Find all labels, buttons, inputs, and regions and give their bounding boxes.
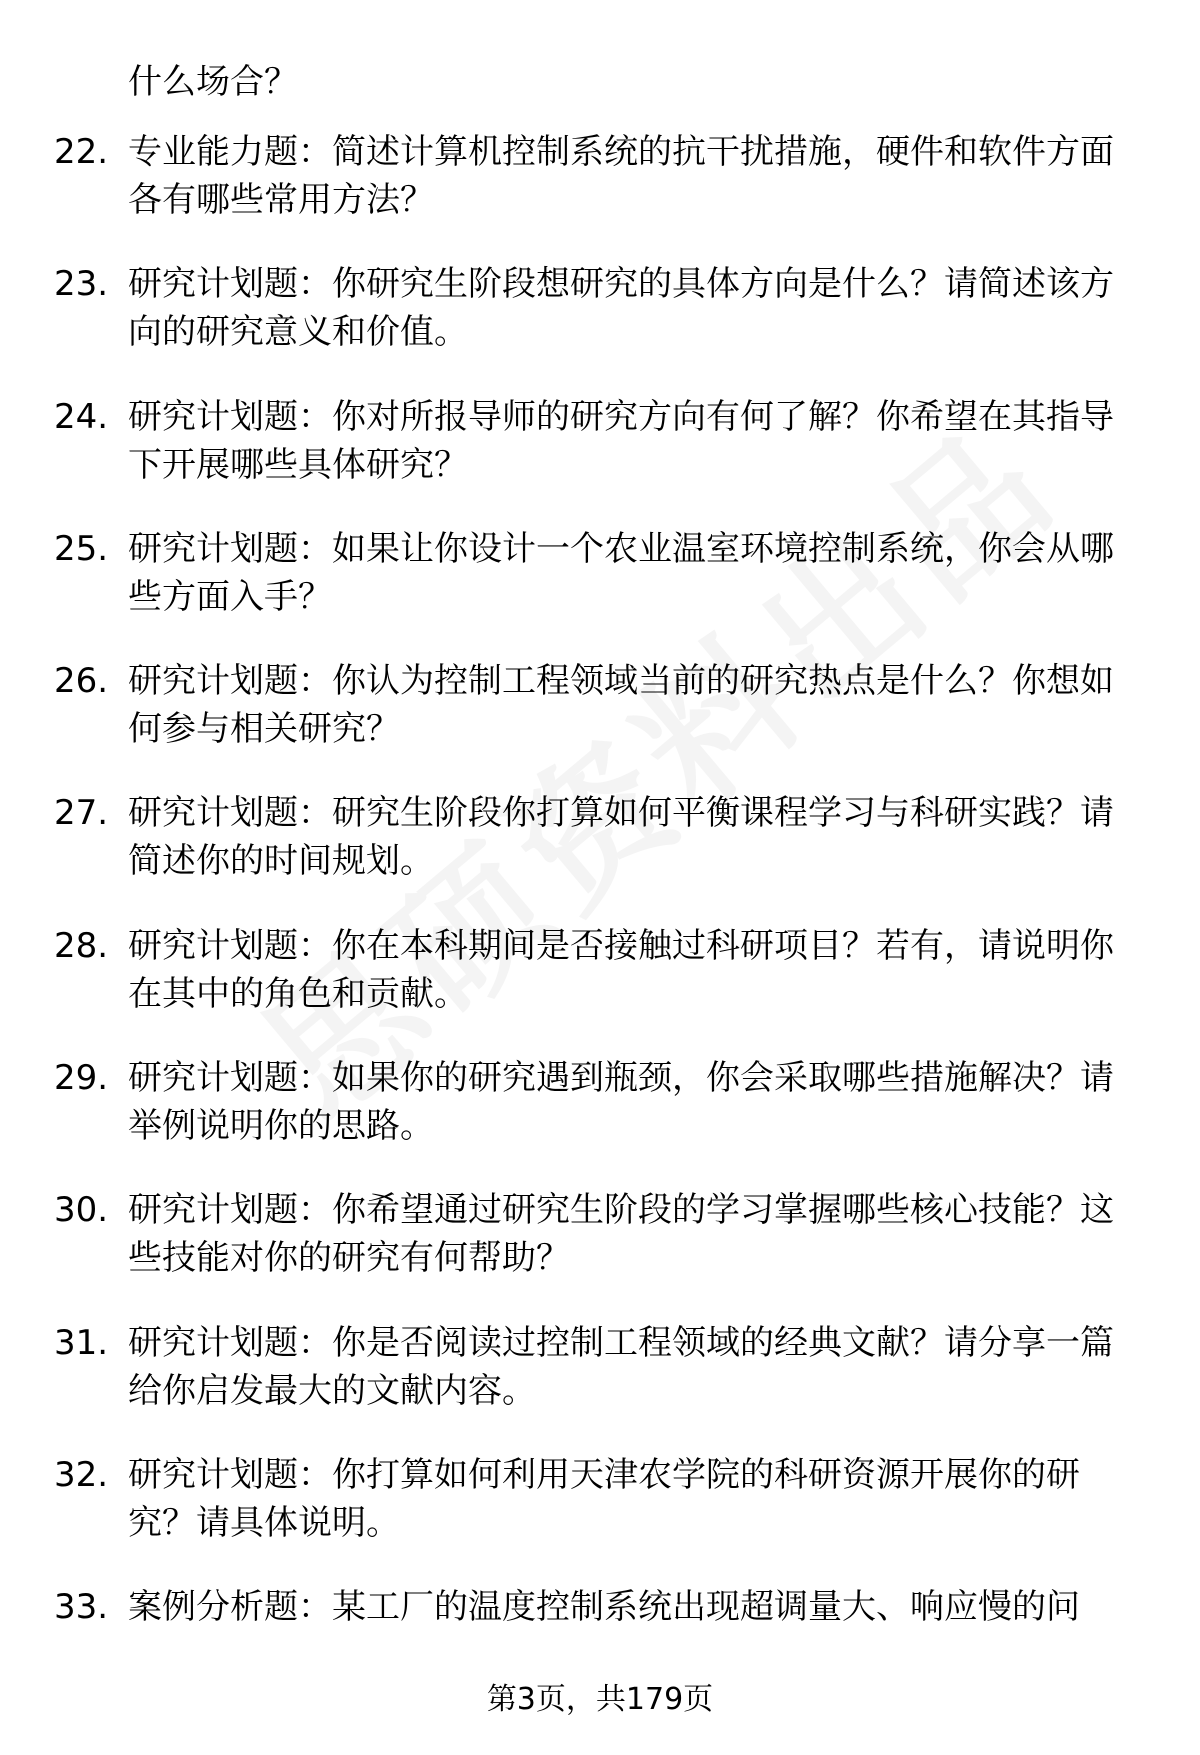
question-text: 研究计划题：你在本科期间是否接触过科研项目？若有，请说明你在其中的角色和贡献。: [128, 925, 1114, 1014]
question-item: [0, 789, 1200, 885]
question-number: 28.: [54, 925, 109, 966]
question-text: 专业能力题：简述计算机控制系统的抗干扰措施，硬件和软件方面各有哪些常用方法？: [128, 132, 1114, 220]
question-item: [0, 393, 1200, 489]
question-text: 研究计划题：你对所报导师的研究方向有何了解？你希望在其指导下开展哪些具体研究？: [128, 396, 1114, 485]
question-number: 31.: [54, 1322, 109, 1363]
question-number: 23.: [54, 264, 109, 305]
question-item: [0, 657, 1200, 753]
question-text: 研究计划题：你是否阅读过控制工程领域的经典文献？请分享一篇给你启发最大的文献内容。: [128, 1322, 1114, 1411]
question-text: 案例分析题：某工厂的温度控制系统出现超调量大、响应慢的问: [128, 1587, 1080, 1628]
question-number: 30.: [54, 1190, 109, 1231]
question-item: [0, 128, 1200, 224]
question-item: [0, 922, 1200, 1018]
continuation-text: 什么场合？: [128, 62, 298, 102]
question-text: 研究计划题：如果你的研究遇到瓶颈，你会采取哪些措施解决？请举例说明你的思路。: [128, 1058, 1114, 1147]
question-number: 25.: [54, 528, 109, 569]
question-number: 24.: [54, 396, 109, 437]
question-text: 研究计划题：如果让你设计一个农业温室环境控制系统，你会从哪些方面入手？: [128, 528, 1114, 617]
question-number: 32.: [54, 1454, 109, 1495]
question-number: 22.: [54, 132, 109, 172]
question-item: [0, 1583, 1200, 1631]
question-item: [0, 1054, 1200, 1150]
question-item: [0, 525, 1200, 621]
question-list: [0, 128, 1200, 1631]
page-footer: 第3页，共179页: [486, 1682, 714, 1717]
question-number: 33.: [54, 1587, 109, 1628]
question-number: 27.: [54, 793, 109, 834]
question-number: 29.: [54, 1058, 109, 1099]
question-text: 研究计划题：你研究生阶段想研究的具体方向是什么？请简述该方向的研究意义和价值。: [128, 264, 1114, 353]
question-number: 26.: [54, 661, 109, 702]
question-item: [0, 1319, 1200, 1415]
page-content: [0, 58, 1200, 1668]
question-item: [0, 260, 1200, 356]
question-text: 研究计划题：你希望通过研究生阶段的学习掌握哪些核心技能？这些技能对你的研究有何帮助？: [128, 1190, 1114, 1279]
question-text: 研究计划题：你认为控制工程领域当前的研究热点是什么？你想如何参与相关研究？: [128, 661, 1114, 750]
question-item: [0, 1451, 1200, 1547]
question-item: [0, 1186, 1200, 1282]
question-text: 研究计划题：你打算如何利用天津农学院的科研资源开展你的研究？请具体说明。: [128, 1454, 1080, 1543]
question-text: 研究计划题：研究生阶段你打算如何平衡课程学习与科研实践？请简述你的时间规划。: [128, 793, 1114, 882]
